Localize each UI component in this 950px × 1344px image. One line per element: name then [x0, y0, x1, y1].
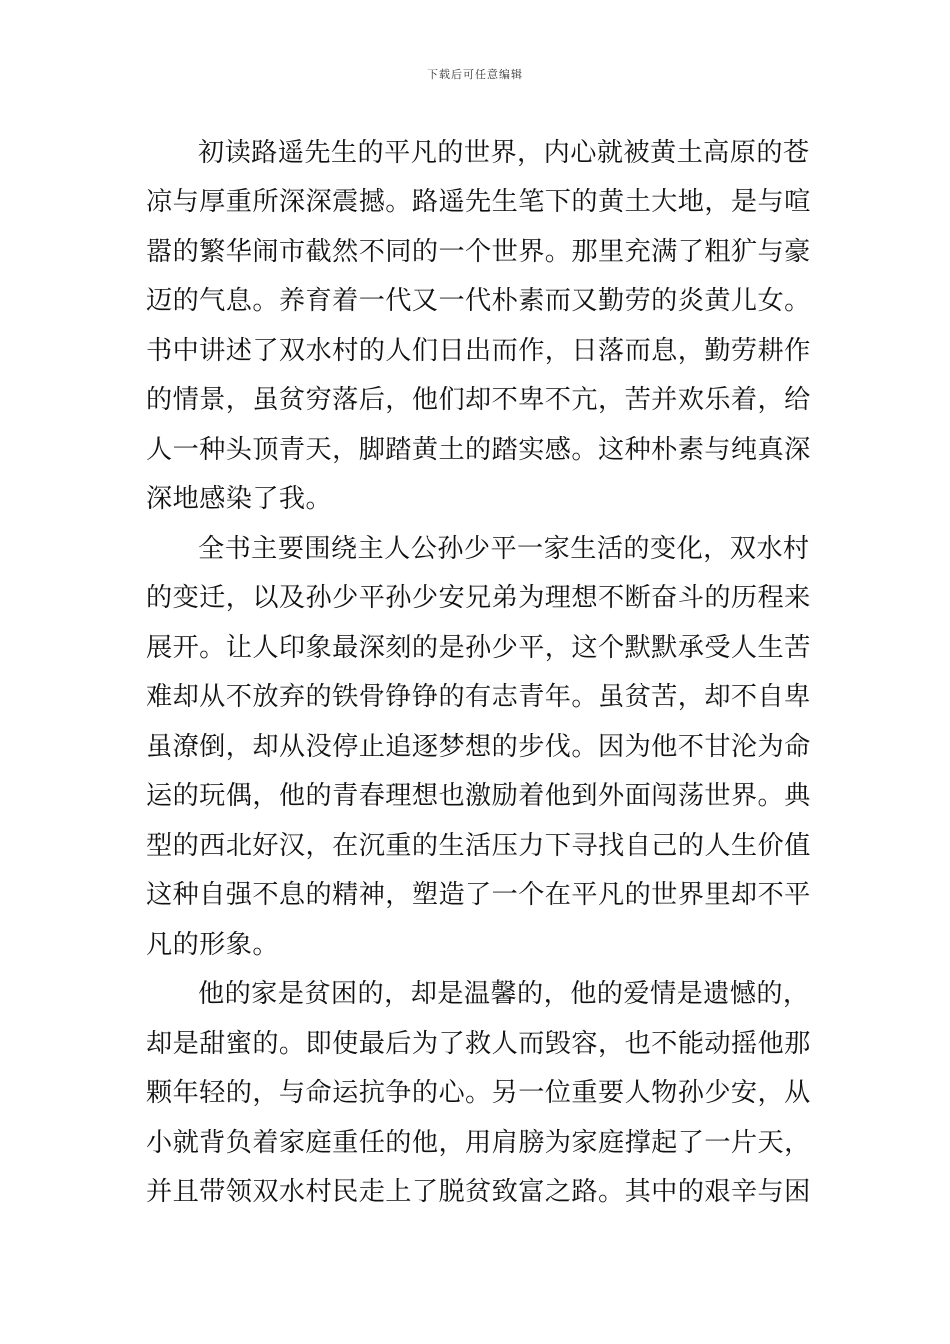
paragraph-3-line-2: 却是甜蜜的。即使最后为了救人而毁容，也不能动摇他那: [146, 1029, 811, 1059]
paragraph-1-line-6: 的情景，虽贫穷落后，他们却不卑不亢，苦并欢乐着，给: [146, 385, 811, 415]
paragraph-2-line-6: 运的玩偶，他的青春理想也激励着他到外面闯荡世界。典: [146, 781, 811, 811]
paragraph-1-line-4: 迈的气息。养育着一代又一代朴素而又勤劳的炎黄儿女。: [146, 286, 811, 316]
header-note: 下载后可任意编辑: [427, 68, 523, 81]
paragraph-2-line-3: 展开。让人印象最深刻的是孙少平，这个默默承受人生苦: [146, 633, 811, 663]
paragraph-3-line-1: 他的家是贫困的，却是温馨的，他的爱情是遗憾的，: [198, 979, 810, 1009]
paragraph-1-line-3: 嚣的繁华闹市截然不同的一个世界。那里充满了粗犷与豪: [146, 237, 811, 267]
paragraph-2-line-7: 型的西北好汉，在沉重的生活压力下寻找自己的人生价值: [146, 831, 811, 861]
paragraph-2-line-9: 凡的形象。: [146, 930, 279, 960]
paragraph-2-line-5: 虽潦倒，却从没停止追逐梦想的步伐。因为他不甘沦为命: [146, 732, 811, 762]
paragraph-1-line-1: 初读路遥先生的平凡的世界，内心就被黄土高原的苍: [198, 138, 810, 168]
paragraph-1-line-7: 人一种头顶青天，脚踏黄土的踏实感。这种朴素与纯真深: [146, 435, 811, 465]
paragraph-1-line-5: 书中讲述了双水村的人们日出而作，日落而息，勤劳耕作: [146, 336, 811, 366]
paragraph-2-line-4: 难却从不放弃的铁骨铮铮的有志青年。虽贫苦，却不自卑: [146, 682, 811, 712]
paragraph-3-line-4: 小就背负着家庭重任的他，用肩膀为家庭撑起了一片天，: [146, 1128, 811, 1158]
paragraph-2-line-1: 全书主要围绕主人公孙少平一家生活的变化，双水村: [198, 534, 810, 564]
paragraph-2-line-8: 这种自强不息的精神，塑造了一个在平凡的世界里却不平: [146, 880, 811, 910]
paragraph-3-line-5: 并且带领双水村民走上了脱贫致富之路。其中的艰辛与困: [146, 1177, 811, 1207]
paragraph-1-line-2: 凉与厚重所深深震撼。路遥先生笔下的黄土大地，是与喧: [146, 187, 811, 217]
paragraph-3-line-3: 颗年轻的，与命运抗争的心。另一位重要人物孙少安，从: [146, 1078, 811, 1108]
paragraph-2-line-2: 的变迁，以及孙少平孙少安兄弟为理想不断奋斗的历程来: [146, 583, 811, 613]
paragraph-1-line-8: 深地感染了我。: [146, 484, 333, 514]
